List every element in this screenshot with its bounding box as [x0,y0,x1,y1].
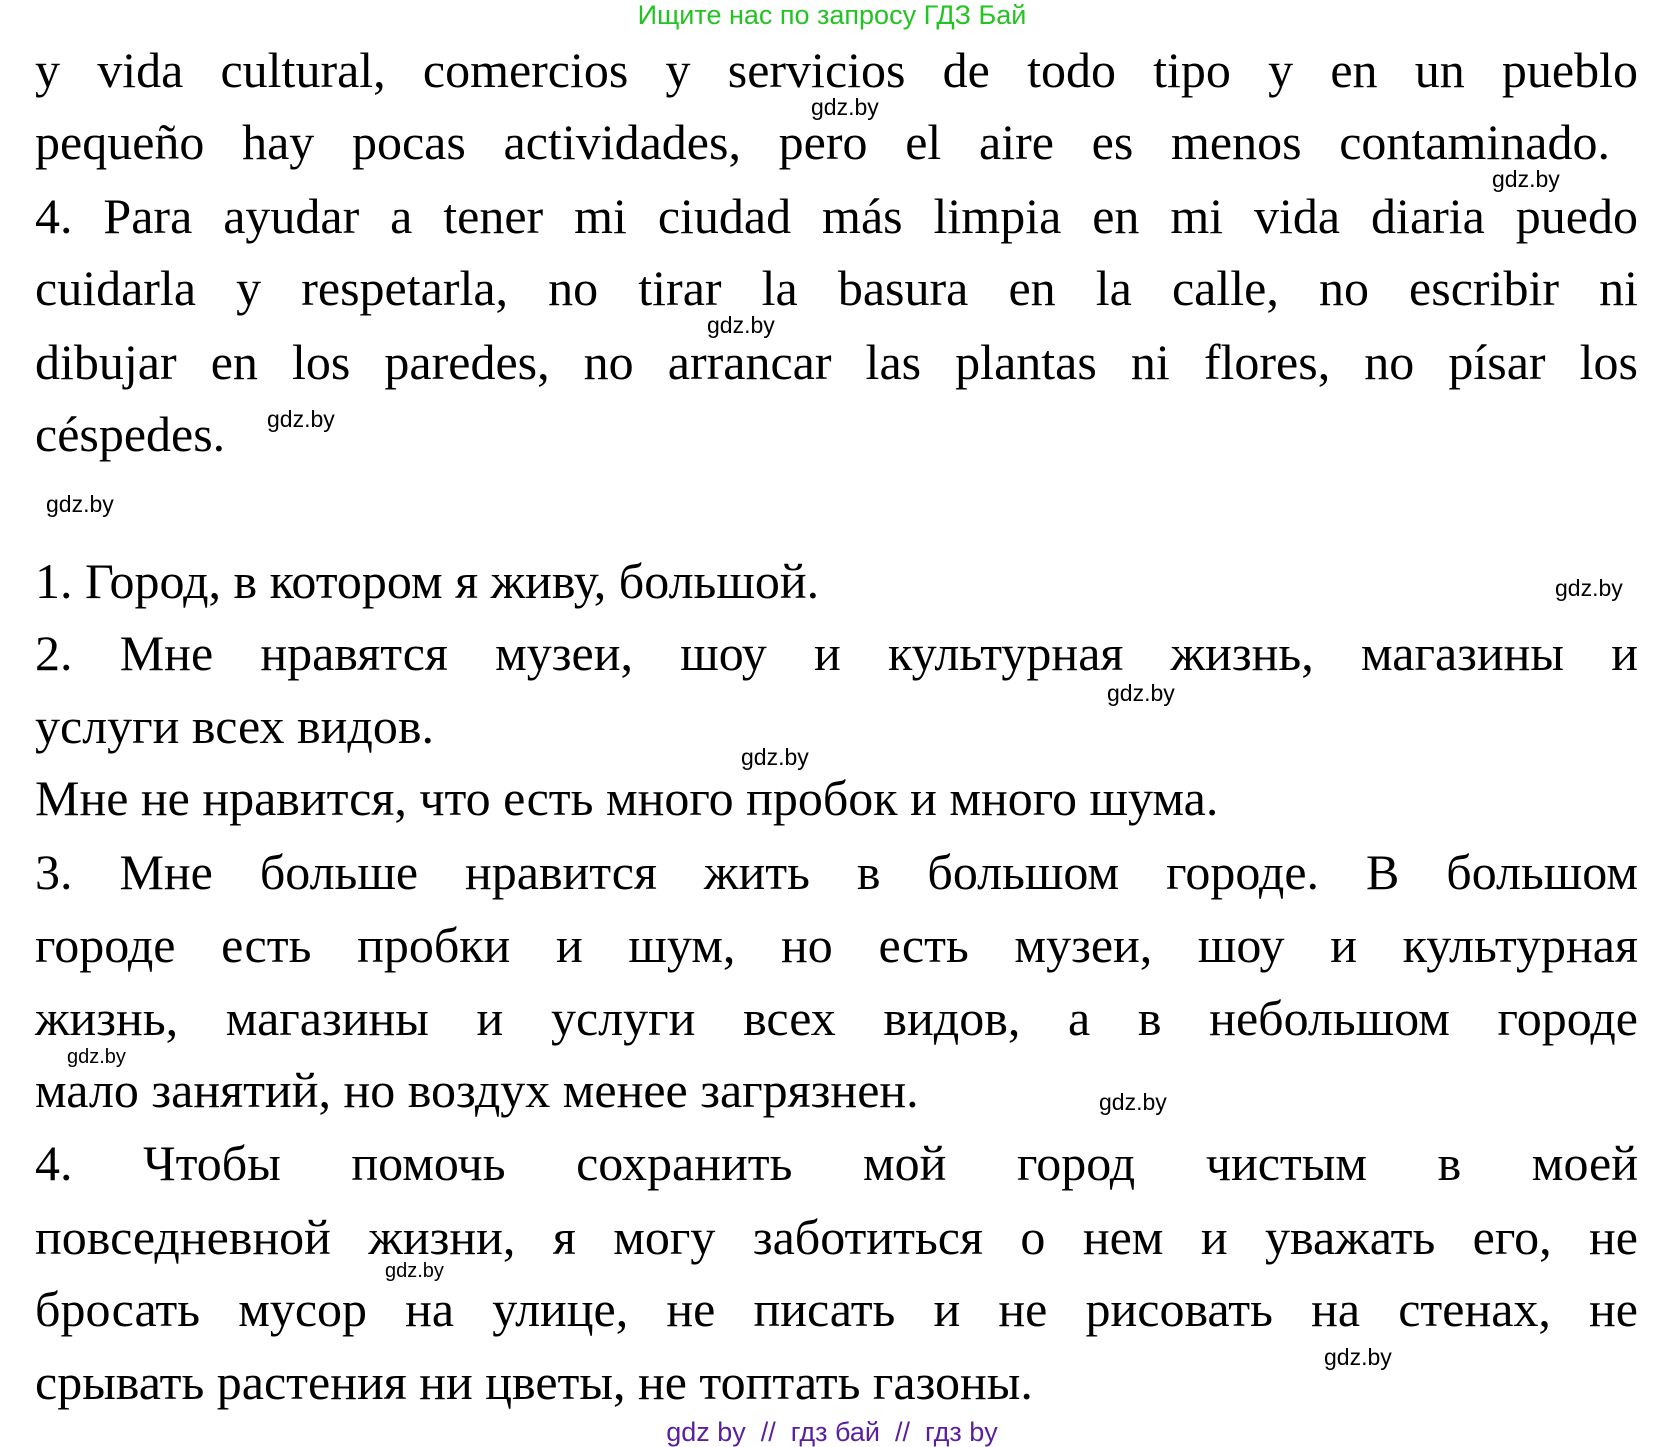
footer-watermark: gdz by // гдз бай // гдз by [666,1417,998,1447]
text-line: cuidarla y respetarla, no tirar la basura en la calle, no escribir ni [35,260,1638,316]
search-hint-header: Ищите нас по запросу ГДЗ Бай [637,0,1027,30]
watermark: gdz.by [1555,575,1623,601]
watermark: gdz.by [1324,1344,1392,1370]
text-line: céspedes. [35,406,226,462]
text-line: 1. Город, в котором я живу, большой. [35,553,820,609]
text-line: 4. Чтобы помочь сохранить мой город чистым в моей [35,1135,1638,1191]
watermark: gdz.by [267,406,335,432]
text-line: 2. Мне нравятся музеи, шоу и культурная жизнь, магазины и [35,625,1638,681]
watermark: gdz.by [1492,166,1560,192]
text-line: срывать растения ни цветы, не топтать газоны. [35,1354,1033,1410]
text-line: pequeño hay pocas actividades, pero el aire es menos contaminado. [35,114,1610,170]
text-line: 4. Para ayudar a tener mi ciudad más limpia en mi vida diaria puedo [35,188,1638,244]
text-line: повседневной жизни, я могу заботиться о нем и уважать его, не [35,1209,1638,1265]
text-line: Мне не нравится, что есть много пробок и много шума. [35,770,1219,826]
watermark: gdz.by [46,491,114,517]
watermark: gdz.by [67,1046,126,1068]
watermark: gdz.by [811,94,879,120]
text-line: dibujar en los paredes, no arrancar las plantas ni flores, no písar los [35,334,1638,390]
watermark: gdz.by [707,312,775,338]
watermark: gdz.by [1099,1089,1167,1115]
watermark: gdz.by [385,1260,444,1282]
watermark: gdz.by [1107,680,1175,706]
text-line: услуги всех видов. [35,698,434,754]
text-line: 3. Мне больше нравится жить в большом городе. В большом [35,844,1638,900]
text-line: городе есть пробки и шум, но есть музеи, шоу и культурная [35,917,1638,973]
text-line: жизнь, магазины и услуги всех видов, а в небольшом городе [35,990,1638,1046]
watermark: gdz.by [741,744,809,770]
text-line: y vida cultural, comercios y servicios de todo tipo y en un pueblo [35,42,1638,98]
text-line: мало занятий, но воздух менее загрязнен. [35,1062,919,1118]
text-line: бросать мусор на улице, не писать и не рисовать на стенах, не [35,1281,1638,1337]
